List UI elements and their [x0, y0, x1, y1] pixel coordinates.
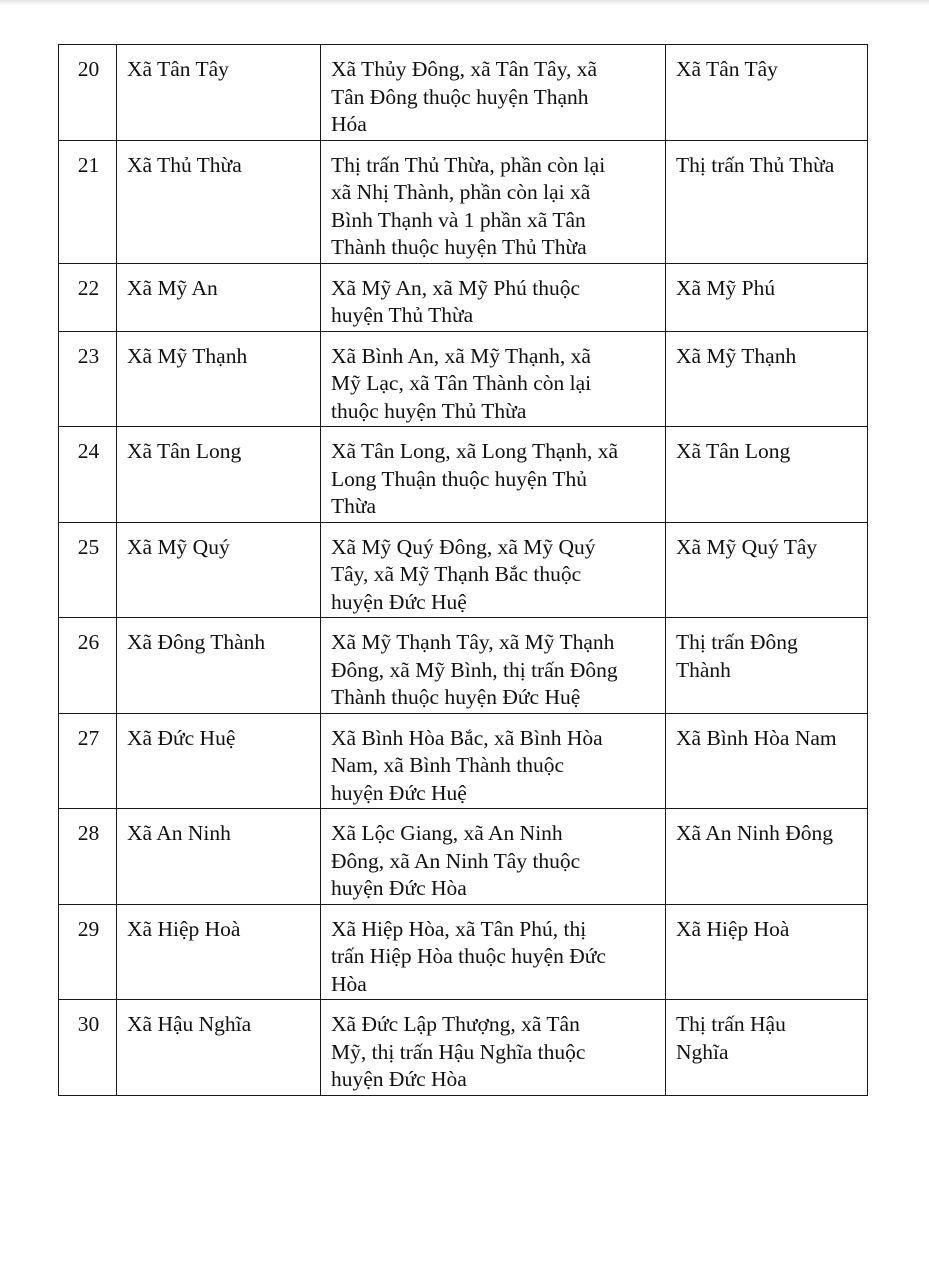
merged-line: Hòa — [331, 971, 367, 996]
center-cell — [666, 331, 868, 427]
merged-units-cell — [321, 904, 666, 1000]
merged-line: Xã Mỹ Quý Đông, xã Mỹ Quý — [331, 534, 596, 559]
row-number-cell: 23 — [59, 331, 117, 427]
merged-line: Đông, xã Mỹ Bình, thị trấn Đông — [331, 657, 618, 682]
merged-line: Nam, xã Bình Thành thuộc — [331, 753, 565, 777]
merged-line: Xã Bình Hòa Bắc, xã Bình Hòa — [331, 725, 603, 750]
center-cell — [666, 427, 868, 523]
row-number-cell: 25 — [59, 522, 117, 618]
table-body — [59, 45, 868, 1096]
table-row — [59, 45, 868, 141]
merged-line: Thị trấn Thủ Thừa, phần còn lại — [331, 152, 606, 177]
merged-line: huyện Đức Hòa — [331, 876, 467, 900]
row-number-cell: 21 — [59, 140, 117, 263]
merged-line: Xã Mỹ Thạnh Tây, xã Mỹ Thạnh — [331, 630, 615, 654]
merged-line: thuộc huyện Thủ Thừa — [331, 398, 527, 423]
merged-units-cell — [321, 1000, 666, 1096]
center-line: Xã Mỹ Quý Tây — [676, 534, 818, 559]
new-unit-cell: Xã Mỹ Quý — [117, 522, 321, 618]
merged-units-cell — [321, 522, 666, 618]
table-row — [59, 618, 868, 714]
center-line: Xã Bình Hòa Nam — [676, 725, 837, 750]
row-number-cell: 22 — [59, 263, 117, 331]
merged-line: Mỹ, thị trấn Hậu Nghĩa thuộc — [331, 1039, 586, 1064]
table-row — [59, 427, 868, 523]
top-edge-shadow — [0, 0, 929, 6]
center-line: Thị trấn Hậu — [676, 1012, 786, 1036]
center-cell — [666, 904, 868, 1000]
merged-units-cell — [321, 140, 666, 263]
merged-units-cell — [321, 45, 666, 141]
new-unit-cell: Xã Đông Thành — [117, 618, 321, 714]
merged-units-cell — [321, 809, 666, 905]
center-line: Thị trấn Thủ Thừa — [676, 152, 835, 177]
center-line: Xã Tân Tây — [676, 57, 778, 81]
table-row — [59, 904, 868, 1000]
merged-line: Bình Thạnh và 1 phần xã Tân — [331, 207, 586, 232]
merged-line: Tân Đông thuộc huyện Thạnh — [331, 84, 589, 109]
merged-line: xã Nhị Thành, phần còn lại xã — [331, 180, 591, 204]
center-line: Xã An Ninh Đông — [676, 821, 834, 845]
new-unit-cell: Xã Đức Huệ — [117, 713, 321, 809]
row-number-cell: 30 — [59, 1000, 117, 1096]
new-unit-cell: Xã Tân Long — [117, 427, 321, 523]
merged-line: Xã Tân Long, xã Long Thạnh, xã — [331, 439, 618, 463]
merged-line: huyện Đức Huệ — [331, 589, 467, 614]
row-number-cell: 27 — [59, 713, 117, 809]
merged-line: Hóa — [331, 112, 367, 136]
center-line: Nghĩa — [676, 1039, 729, 1064]
merged-line: Thừa — [331, 494, 377, 518]
new-unit-cell: Xã Hậu Nghĩa — [117, 1000, 321, 1096]
center-cell — [666, 713, 868, 809]
center-line: Thành — [676, 657, 731, 682]
merged-line: Xã Đức Lập Thượng, xã Tân — [331, 1012, 580, 1036]
center-cell — [666, 1000, 868, 1096]
new-unit-cell: Xã An Ninh — [117, 809, 321, 905]
center-cell — [666, 522, 868, 618]
merged-line: Long Thuận thuộc huyện Thủ — [331, 466, 587, 491]
merged-units-cell — [321, 331, 666, 427]
merged-units-cell — [321, 263, 666, 331]
merged-units-cell — [321, 618, 666, 714]
center-line: Xã Hiệp Hoà — [676, 916, 790, 941]
table-row — [59, 1000, 868, 1096]
row-number-cell: 26 — [59, 618, 117, 714]
row-number-cell: 28 — [59, 809, 117, 905]
table-row — [59, 713, 868, 809]
merged-line: Thành thuộc huyện Đức Huệ — [331, 685, 581, 709]
merged-units-cell — [321, 427, 666, 523]
merged-line: Đông, xã An Ninh Tây thuộc — [331, 848, 581, 873]
center-cell — [666, 140, 868, 263]
merged-line: Xã Lộc Giang, xã An Ninh — [331, 821, 563, 845]
center-cell — [666, 809, 868, 905]
table-row — [59, 140, 868, 263]
merged-line: trấn Hiệp Hòa thuộc huyện Đức — [331, 944, 606, 968]
table-row — [59, 809, 868, 905]
center-line: Xã Mỹ Phú — [676, 275, 776, 300]
merged-line: Mỹ Lạc, xã Tân Thành còn lại — [331, 371, 592, 395]
merged-line: huyện Thủ Thừa — [331, 303, 474, 327]
center-cell — [666, 45, 868, 141]
table-row — [59, 522, 868, 618]
new-unit-cell: Xã Hiệp Hoà — [117, 904, 321, 1000]
merged-units-cell — [321, 713, 666, 809]
merged-line: Xã Thủy Đông, xã Tân Tây, xã — [331, 57, 598, 81]
row-number-cell: 29 — [59, 904, 117, 1000]
new-unit-cell: Xã Mỹ Thạnh — [117, 331, 321, 427]
center-line: Thị trấn Đông — [676, 630, 798, 654]
merged-line: huyện Đức Huệ — [331, 780, 467, 805]
merged-line: Xã Hiệp Hòa, xã Tân Phú, thị — [331, 916, 587, 941]
center-line: Xã Mỹ Thạnh — [676, 343, 797, 368]
row-number-cell: 24 — [59, 427, 117, 523]
center-line: Xã Tân Long — [676, 439, 791, 463]
new-unit-cell: Xã Thủ Thừa — [117, 140, 321, 263]
administrative-units-table — [58, 44, 868, 1096]
new-unit-cell: Xã Mỹ An — [117, 263, 321, 331]
merged-line: Xã Mỹ An, xã Mỹ Phú thuộc — [331, 275, 581, 300]
row-number-cell: 20 — [59, 45, 117, 141]
merged-line: huyện Đức Hòa — [331, 1067, 467, 1091]
merged-line: Tây, xã Mỹ Thạnh Bắc thuộc — [331, 562, 582, 586]
center-cell — [666, 618, 868, 714]
merged-line: Xã Bình An, xã Mỹ Thạnh, xã — [331, 343, 591, 368]
table-row — [59, 331, 868, 427]
center-cell — [666, 263, 868, 331]
new-unit-cell: Xã Tân Tây — [117, 45, 321, 141]
merged-line: Thành thuộc huyện Thủ Thừa — [331, 235, 587, 259]
table-row — [59, 263, 868, 331]
